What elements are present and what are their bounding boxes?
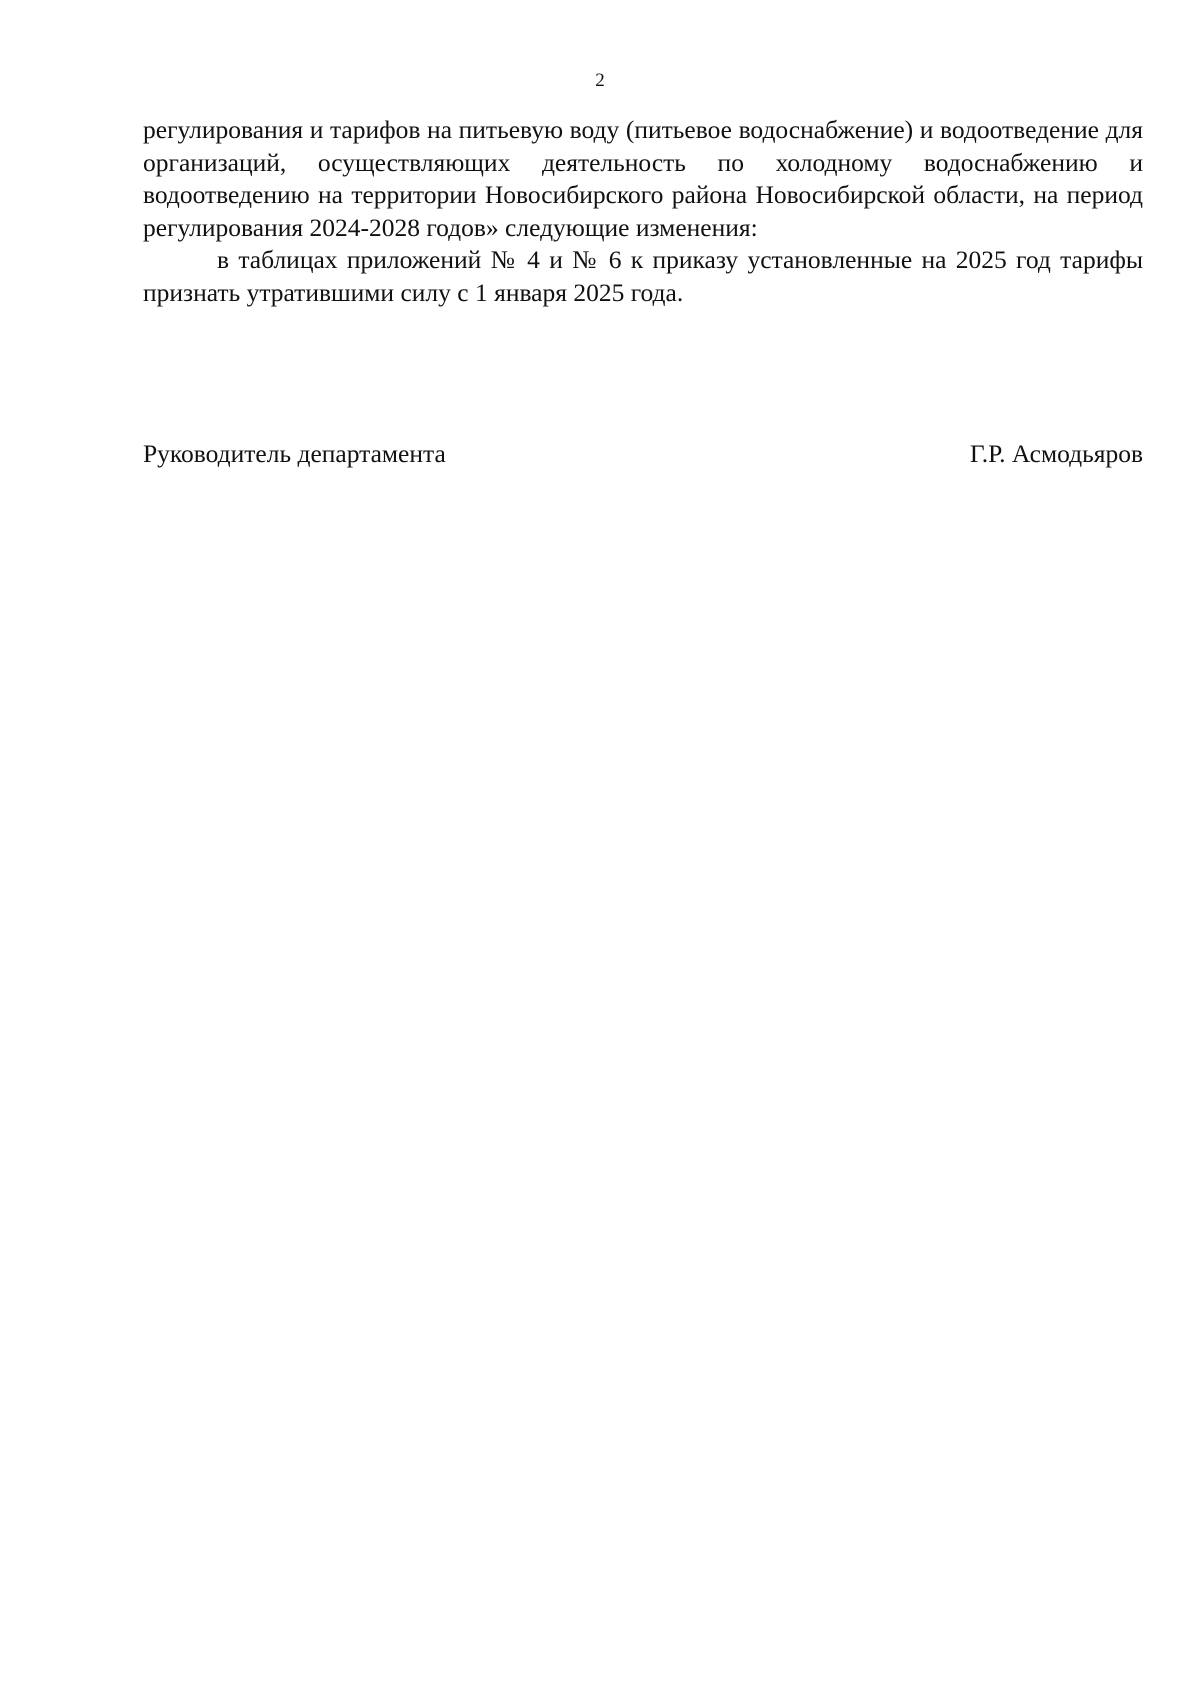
signatory-name: Г.Р. Асмодьяров	[969, 439, 1143, 468]
signatory-position: Руководитель департамента	[143, 439, 446, 468]
signature-block	[143, 438, 1143, 470]
page-number: 2	[595, 70, 605, 91]
document-body	[143, 114, 1143, 309]
paragraph-amendment: в таблицах приложений № 4 и № 6 к приказу установленные на 2025 год тарифы признать утратившими силу с 1 января 2025 года.	[143, 245, 1143, 307]
paragraph-continuation: регулирования и тарифов на питьевую воду (питьевое водоснабжение) и водоотведение для организаций, осуществляющих деятельность по холодному водоснабжению и водоотведению на территории Новосибирского района Новосибирской области, на период регулирования 2024-2028 годов» следующие изменения:	[143, 115, 1143, 242]
